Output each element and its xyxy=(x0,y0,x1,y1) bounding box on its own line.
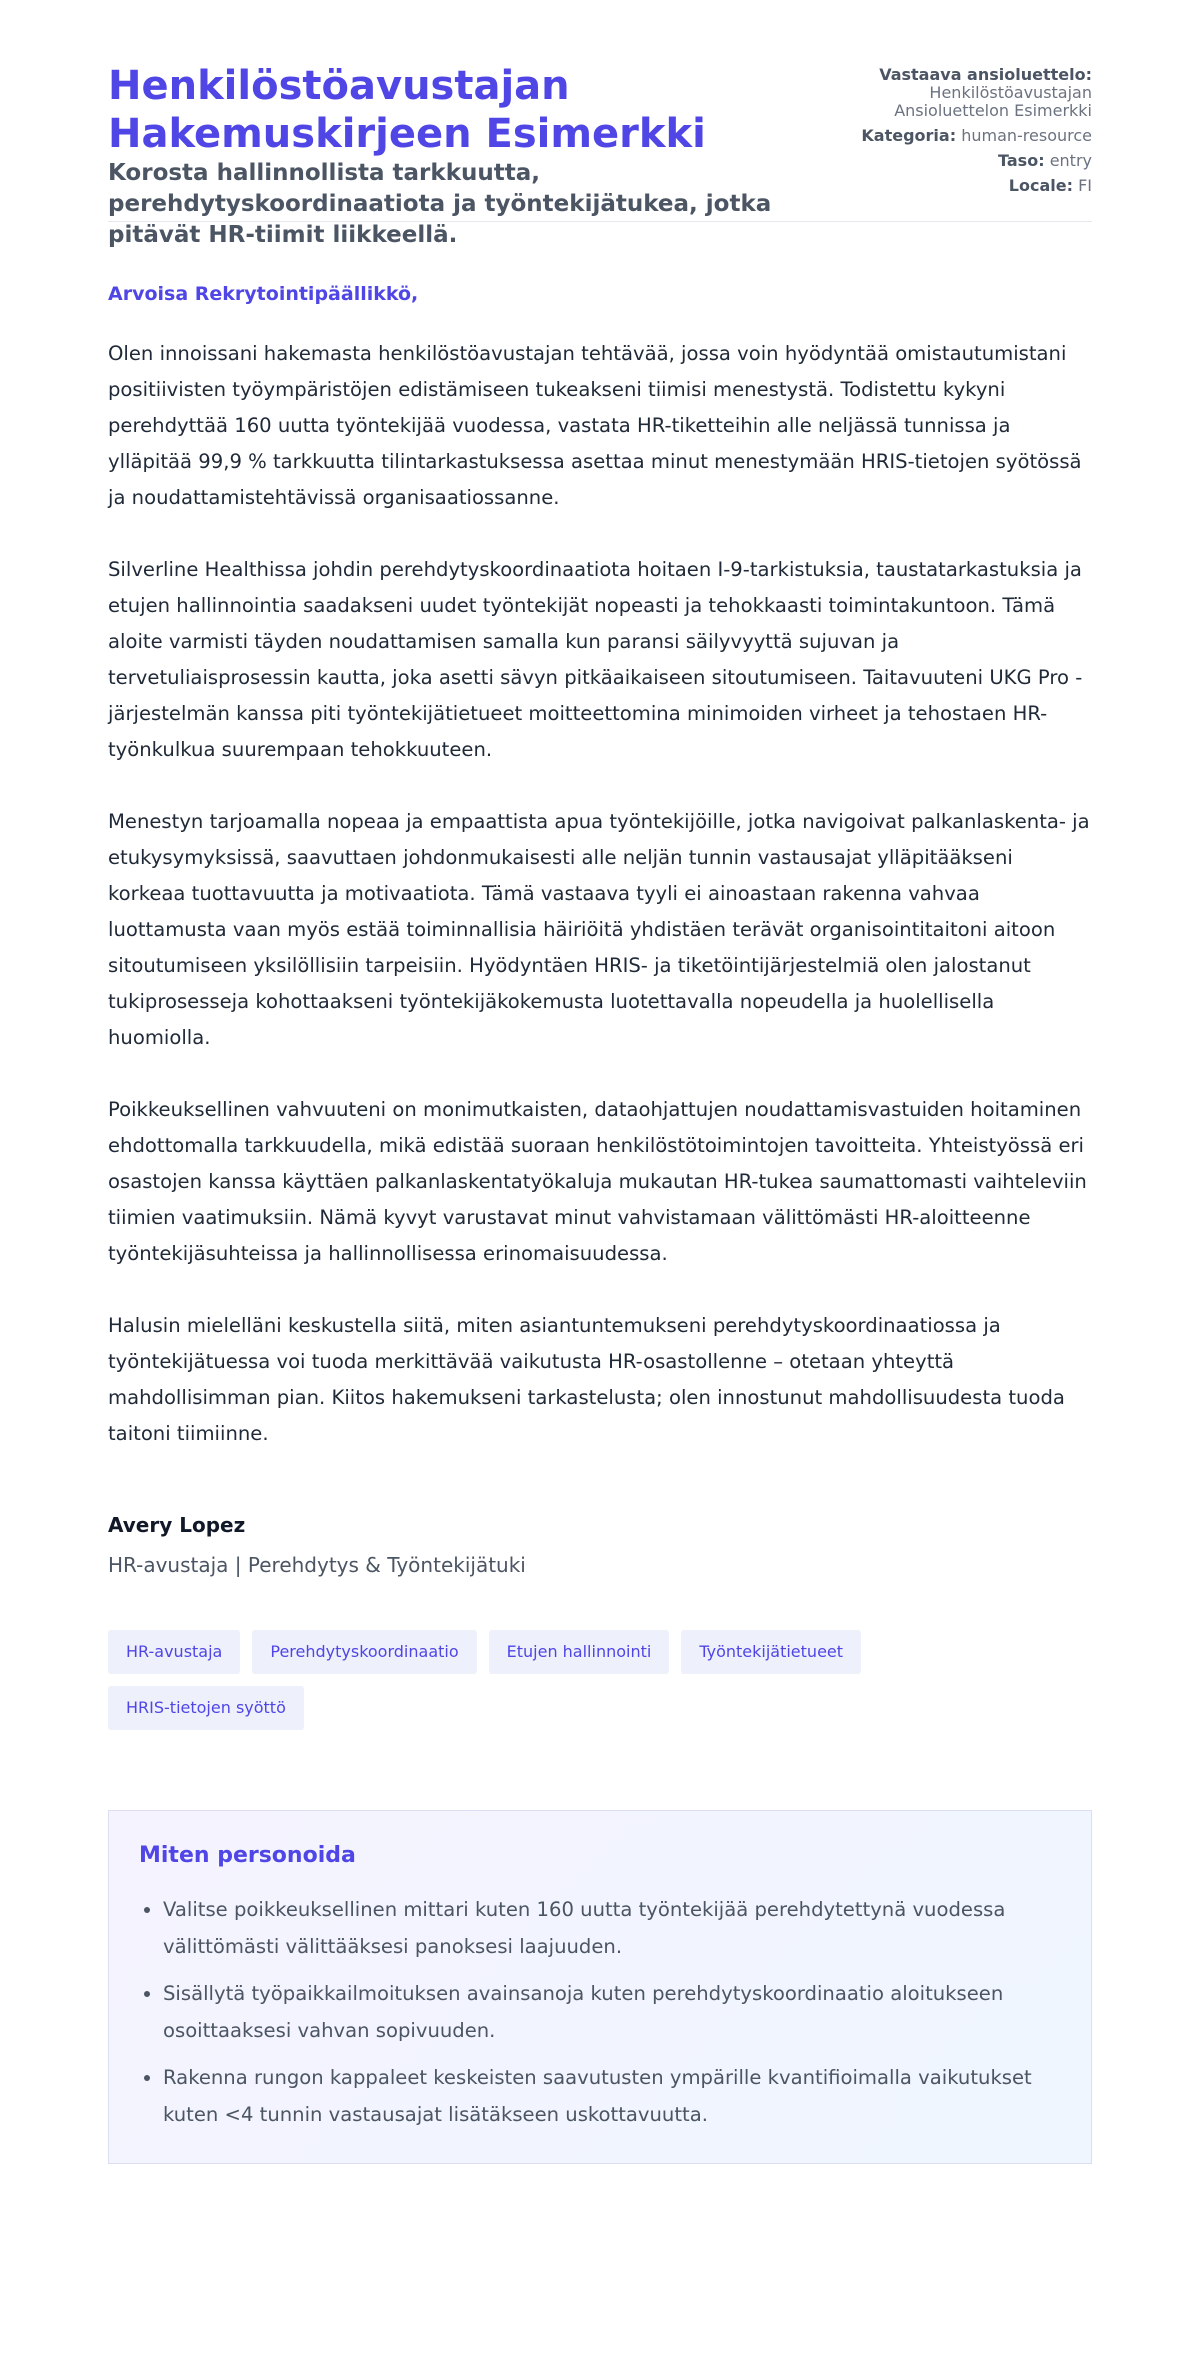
level-value: entry xyxy=(1049,151,1092,170)
letter-salutation: Arvoisa Rekrytointipäällikkö, xyxy=(108,283,419,305)
tip-item: • Sisällytä työpaikkailmoituksen avainsanoja kuten perehdytyskoordinaatio aloitukseen osoittaaksesi vahvan sopivuuden. xyxy=(163,1975,1061,2049)
page-header xyxy=(108,0,1092,248)
tip-item: • Valitse poikkeuksellinen mittari kuten 160 uutta työntekijää perehdytettynä vuodessa välittömästi välittääksesi panoksesi laajuuden. xyxy=(163,1891,1061,1965)
locale-meta xyxy=(861,177,1092,195)
signature-name: Avery Lopez xyxy=(108,1513,246,1537)
skill-tag: HR-avustaja xyxy=(108,1630,240,1674)
letter-paragraph: Halusin mielelläni keskustella siitä, miten asiantuntemukseni perehdytyskoordinaatiossa ja työntekijätuessa voi tuoda merkittävää vaikutusta HR-osastollenne – otetaan yhteyttä mahdollisimman pian. Kiitos hakemukseni tarkastelusta; olen innostunut mahdollisuudesta tuoda taitoni tiimiinne. xyxy=(108,1314,1065,1445)
tips-title: Miten personoida xyxy=(139,1843,356,1868)
resume-meta-value-line1[interactable]: Henkilöstöavustajan xyxy=(929,83,1092,102)
skill-tag: Työntekijätietueet xyxy=(681,1630,861,1674)
meta-panel xyxy=(861,66,1092,202)
personalization-tips xyxy=(108,1810,1092,2164)
skill-tag: Etujen hallinnointi xyxy=(489,1630,670,1674)
category-value: human-resource xyxy=(961,126,1092,145)
level-label: Taso: xyxy=(998,151,1045,170)
skill-tag: HRIS-tietojen syöttö xyxy=(108,1686,304,1730)
letter-paragraph: Olen innoissani hakemasta henkilöstöavustajan tehtävää, jossa voin hyödyntää omistautumistani positiivisten työympäristöjen edistämiseen tukeakseni tiimisi menestystä. Todistettu kykyni perehdyttää 160 uutta työntekijää vuodessa, vastata HR-tiketteihin alle neljässä tunnissa ja ylläpitää 99,9 % tarkkuutta tilintarkastuksessa asettaa minut menestymään HRIS-tietojen syötössä ja noudattamistehtävissä organisaatiossanne. xyxy=(108,342,1082,509)
page-title: Henkilöstöavustajan Hakemuskirjeen Esimerkki xyxy=(108,63,706,157)
tips-list xyxy=(139,1891,1061,2133)
signature-block xyxy=(108,1510,1092,1580)
locale-label: Locale: xyxy=(1008,176,1073,195)
resume-meta-value-line2[interactable]: Ansioluettelon Esimerkki xyxy=(894,101,1092,120)
letter-paragraph: Silverline Healthissa johdin perehdytyskoordinaatiota hoitaen I-9-tarkistuksia, taustatarkastuksia ja etujen hallinnointia saadakseni uudet työntekijät nopeasti ja tehokkaasti toimintakuntoon. Tämä aloite varmisti täyden noudattamisen samalla kun paransi säilyvyyttä sujuvan ja tervetuliaisprosessin kautta, joka asetti sävyn pitkäaikaiseen sitoutumiseen. Taitavuuteni UKG Pro -järjestelmän kanssa piti työntekijätietueet moitteettomina minimoiden virheet ja tehostaen HR-työnkulkua suurempaan tehokkuuteen. xyxy=(108,558,1083,761)
resume-meta-label: Vastaava ansioluettelo: xyxy=(879,65,1092,84)
category-meta xyxy=(861,127,1092,145)
level-meta xyxy=(861,152,1092,170)
letter-body xyxy=(108,336,1092,1452)
locale-value: FI xyxy=(1078,176,1092,195)
skill-tags xyxy=(108,1630,1048,1730)
tip-item: • Rakenna rungon kappaleet keskeisten saavutusten ympärille kvantifioimalla vaikutukset kuten <4 tunnin vastausajat lisätäkseen uskottavuutta. xyxy=(163,2059,1061,2133)
category-label: Kategoria: xyxy=(861,126,957,145)
page-subtitle: Korosta hallinnollista tarkkuutta, perehdytyskoordinaatiota ja työntekijätukea, jotka pitävät HR-tiimit liikkeellä. xyxy=(108,160,772,248)
signature-role: HR-avustaja | Perehdytys & Työntekijätuki xyxy=(108,1553,526,1577)
skill-tag: Perehdytyskoordinaatio xyxy=(252,1630,476,1674)
letter-paragraph: Menestyn tarjoamalla nopeaa ja empaattista apua työntekijöille, jotka navigoivat palkanlaskenta- ja etukysymyksissä, saavuttaen johdonmukaisesti alle neljän tunnin vastausajat ylläpitääkseni korkeaa tuottavuutta ja motivaatiota. Tämä vastaava tyyli ei ainoastaan rakenna vahvaa luottamusta vaan myös estää toiminnallisia häiriöitä yhdistäen terävät organisointitaitoni aitoon sitoutumiseen yksilöllisiin tarpeisiin. Hyödyntäen HRIS- ja tiketöintijärjestelmiä olen jalostanut tukiprosesseja kohottaakseni työntekijäkokemusta luotettavalla nopeudella ja huolellisella huomiolla. xyxy=(108,810,1090,1049)
letter-paragraph: Poikkeuksellinen vahvuuteni on monimutkaisten, dataohjattujen noudattamisvastuiden hoitaminen ehdottomalla tarkkuudella, mikä edistää suoraan henkilöstötoimintojen tavoitteita. Yhteistyössä eri osastojen kanssa käyttäen palkanlaskentatyökaluja mukautan HR-tukea saumattomasti vaihteleviin tiimien vaatimuksiin. Nämä kyvyt varustavat minut vahvistamaan välittömästi HR-aloitteenne työntekijäsuhteissa ja hallinnollisessa erinomaisuudessa. xyxy=(108,1098,1087,1265)
